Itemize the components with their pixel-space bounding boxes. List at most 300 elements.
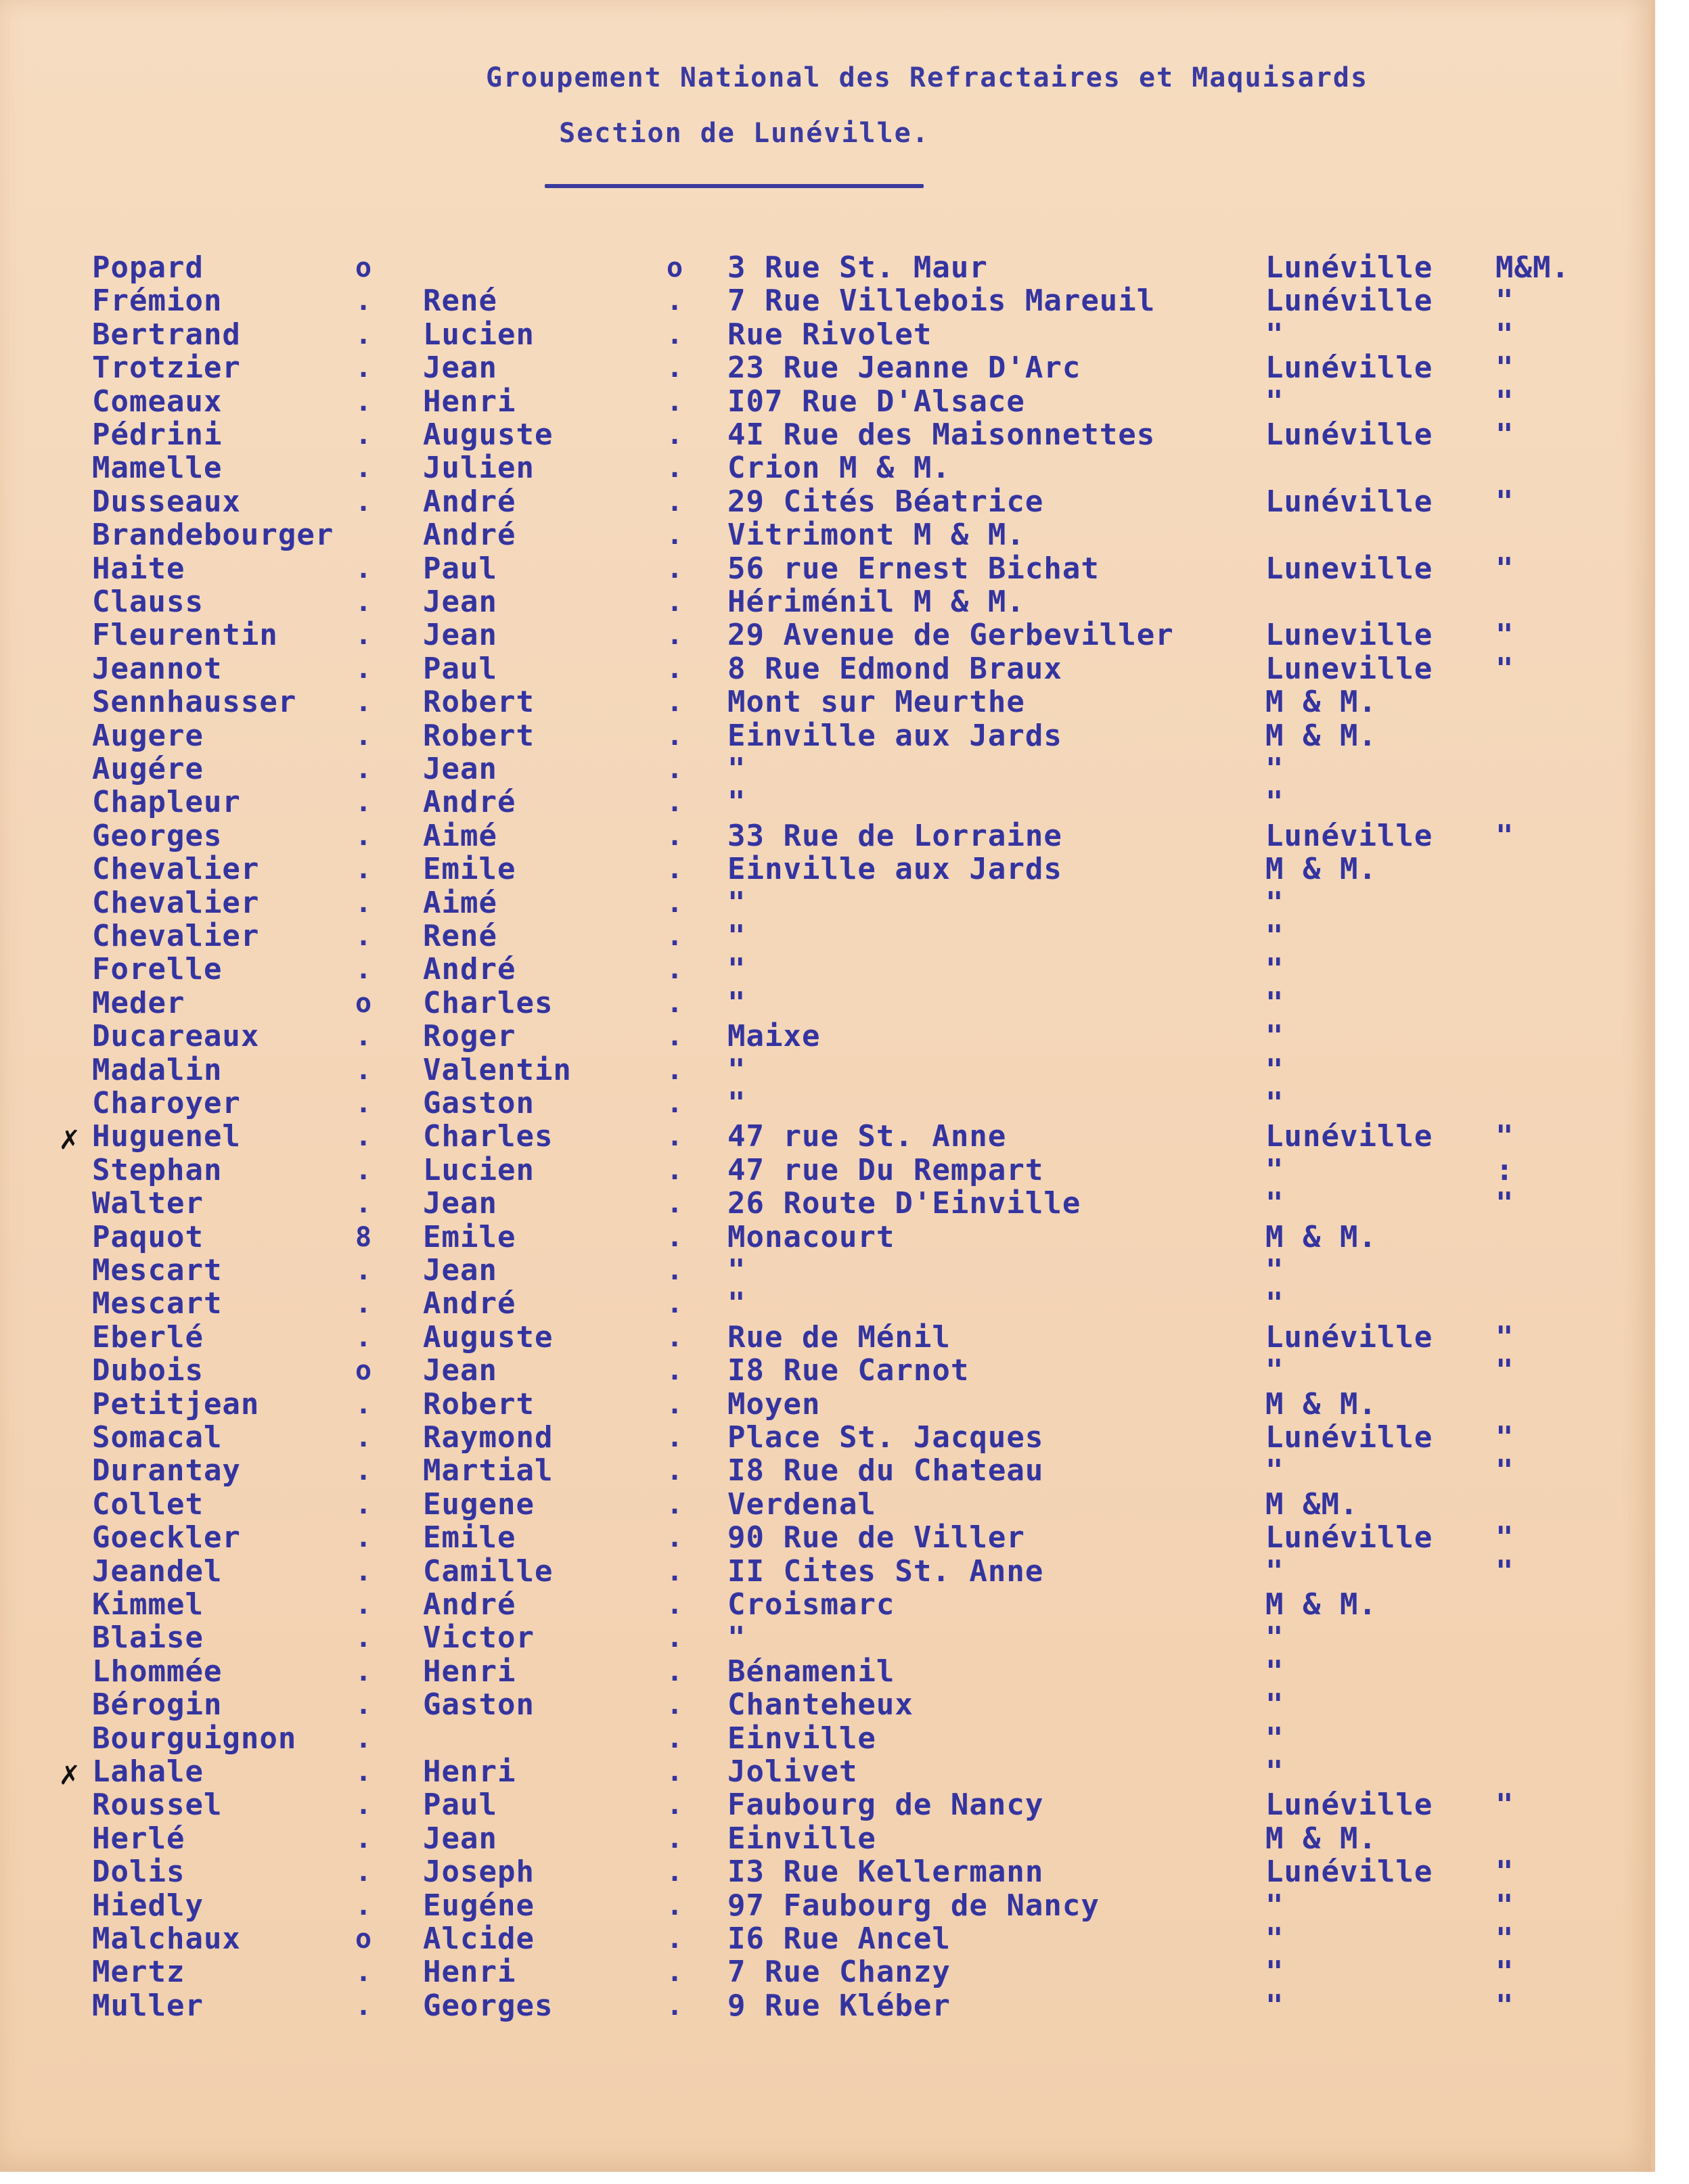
separator-dot: . bbox=[667, 687, 684, 718]
separator-dot: . bbox=[355, 1389, 373, 1420]
address-cell: Vitrimont M & M. bbox=[727, 518, 1025, 552]
address-cell: Verdenal bbox=[727, 1487, 876, 1522]
group-cell: " bbox=[1495, 1453, 1514, 1488]
town-cell: M & M. bbox=[1265, 1220, 1377, 1254]
check-mark: ✗ bbox=[60, 1119, 79, 1157]
town-cell: " bbox=[1265, 1754, 1284, 1789]
address-cell: Jolivet bbox=[727, 1754, 858, 1789]
table-row bbox=[0, 419, 1651, 451]
separator-dot: . bbox=[355, 486, 373, 518]
table-row bbox=[0, 1754, 1651, 1792]
table-row bbox=[0, 1689, 1651, 1721]
address-cell: Mont sur Meurthe bbox=[727, 685, 1025, 719]
firstname-cell: Paul bbox=[423, 551, 497, 586]
table-row bbox=[0, 1789, 1651, 1821]
address-cell: Einville aux Jards bbox=[727, 852, 1062, 886]
separator-dot: . bbox=[355, 921, 373, 952]
town-cell: " bbox=[1265, 919, 1284, 953]
firstname-cell: Lucien bbox=[423, 1153, 535, 1187]
firstname-cell: Emile bbox=[423, 852, 516, 886]
town-cell: " bbox=[1265, 1554, 1284, 1589]
group-cell: " bbox=[1495, 1955, 1514, 1989]
firstname-cell: André bbox=[423, 1286, 516, 1321]
separator-dot: . bbox=[355, 787, 373, 818]
separator-dot: . bbox=[667, 1656, 684, 1687]
firstname-cell: Georges bbox=[423, 1988, 554, 2023]
separator-dot: . bbox=[355, 1155, 373, 1186]
separator-dot: . bbox=[355, 1556, 373, 1587]
address-cell: " bbox=[727, 785, 746, 819]
address-cell: 3 Rue St. Maur bbox=[727, 250, 988, 285]
surname-cell: Sennhausser bbox=[92, 685, 297, 719]
firstname-cell: André bbox=[423, 952, 516, 986]
table-row bbox=[0, 1856, 1651, 1888]
firstname-cell: Jean bbox=[423, 585, 497, 619]
address-cell: 26 Route D'Einville bbox=[727, 1186, 1081, 1221]
group-cell: " bbox=[1495, 1353, 1514, 1388]
group-cell: " bbox=[1495, 1855, 1514, 1889]
town-cell: M & M. bbox=[1265, 852, 1377, 886]
separator-dot: . bbox=[667, 286, 684, 317]
table-row bbox=[0, 352, 1651, 384]
town-cell: M & M. bbox=[1265, 719, 1377, 753]
document-title: Groupement National des Refractaires et Maquisards bbox=[485, 62, 1369, 93]
surname-cell: Brandebourger bbox=[92, 518, 334, 552]
group-cell: " bbox=[1495, 551, 1514, 586]
surname-cell: Haite bbox=[92, 551, 185, 586]
address-cell: 9 Rue Kléber bbox=[727, 1988, 951, 2023]
firstname-cell: Aimé bbox=[423, 886, 497, 920]
firstname-cell: André bbox=[423, 518, 516, 552]
town-cell: " bbox=[1265, 1286, 1284, 1321]
table-row bbox=[0, 486, 1651, 518]
separator-dot: . bbox=[667, 1288, 684, 1319]
address-cell: 29 Cités Béatrice bbox=[727, 484, 1044, 519]
table-row bbox=[0, 1522, 1651, 1554]
separator-dot: . bbox=[667, 319, 684, 350]
separator-dot: . bbox=[355, 286, 373, 317]
separator-dot: . bbox=[355, 1255, 373, 1286]
address-cell: II Cites St. Anne bbox=[727, 1554, 1044, 1589]
table-row bbox=[0, 1555, 1651, 1588]
separator-dot: . bbox=[355, 1622, 373, 1654]
surname-cell: Mamelle bbox=[92, 451, 223, 485]
firstname-cell: René bbox=[423, 919, 497, 953]
separator-dot: . bbox=[667, 1823, 684, 1855]
separator-dot: . bbox=[355, 821, 373, 852]
table-row bbox=[0, 1956, 1651, 1988]
separator-dot: . bbox=[355, 319, 373, 350]
group-cell: " bbox=[1495, 1888, 1514, 1923]
table-row bbox=[0, 1119, 1651, 1157]
surname-cell: Fleurentin bbox=[92, 618, 278, 652]
table-row bbox=[0, 1288, 1651, 1320]
surname-cell: Frémion bbox=[92, 283, 223, 318]
separator-dot: . bbox=[667, 1857, 684, 1888]
address-cell: " bbox=[727, 1086, 746, 1120]
firstname-cell: Jean bbox=[423, 618, 497, 652]
table-row bbox=[0, 1890, 1651, 1922]
town-cell: " bbox=[1265, 1453, 1284, 1488]
surname-cell: Herlé bbox=[92, 1821, 185, 1856]
separator-dot: . bbox=[667, 1389, 684, 1420]
table-row bbox=[0, 1723, 1651, 1755]
surname-cell: Huguenel bbox=[92, 1119, 241, 1154]
firstname-cell: Henri bbox=[423, 1654, 516, 1689]
surname-cell: Charoyer bbox=[92, 1086, 241, 1120]
group-cell: " bbox=[1495, 1520, 1514, 1555]
address-cell: Chanteheux bbox=[727, 1687, 914, 1722]
surname-cell: Bérogin bbox=[92, 1687, 223, 1722]
surname-cell: Dusseaux bbox=[92, 484, 241, 519]
address-cell: I6 Rue Ancel bbox=[727, 1921, 951, 1956]
firstname-cell: Paul bbox=[423, 1788, 497, 1822]
town-cell: Lunéville bbox=[1265, 484, 1433, 519]
separator-dot: . bbox=[667, 1622, 684, 1654]
address-cell: 97 Faubourg de Nancy bbox=[727, 1888, 1100, 1923]
firstname-cell: Jean bbox=[423, 1186, 497, 1221]
surname-cell: Bertrand bbox=[92, 317, 241, 352]
separator-dot: . bbox=[355, 453, 373, 484]
firstname-cell: Julien bbox=[423, 451, 535, 485]
firstname-cell: Auguste bbox=[423, 417, 554, 452]
firstname-cell: Jean bbox=[423, 1353, 497, 1388]
group-cell: M&M. bbox=[1495, 250, 1570, 285]
group-cell: " bbox=[1495, 384, 1514, 419]
surname-cell: Mertz bbox=[92, 1955, 185, 1989]
address-cell: Bénamenil bbox=[727, 1654, 895, 1689]
table-row bbox=[0, 1589, 1651, 1621]
firstname-cell: Victor bbox=[423, 1620, 535, 1655]
surname-cell: Bourguignon bbox=[92, 1721, 297, 1756]
surname-cell: Jeannot bbox=[92, 652, 223, 686]
table-row bbox=[0, 987, 1651, 1020]
town-cell: " bbox=[1265, 1654, 1284, 1689]
address-cell: 7 Rue Villebois Mareuil bbox=[727, 283, 1156, 318]
group-cell: " bbox=[1495, 317, 1514, 352]
group-cell: " bbox=[1495, 1921, 1514, 1956]
firstname-cell: Eugene bbox=[423, 1487, 535, 1522]
separator-dot: . bbox=[667, 988, 684, 1019]
table-row bbox=[0, 553, 1651, 585]
separator-dot: . bbox=[355, 1055, 373, 1086]
title-underline bbox=[545, 184, 924, 188]
separator-dot: . bbox=[667, 1255, 684, 1286]
table-row bbox=[0, 686, 1651, 719]
firstname-cell: Raymond bbox=[423, 1420, 554, 1455]
separator-dot: . bbox=[355, 587, 373, 618]
town-cell: " bbox=[1265, 785, 1284, 819]
group-cell: " bbox=[1495, 1788, 1514, 1822]
separator-dot: o bbox=[355, 988, 373, 1019]
separator-dot: . bbox=[355, 754, 373, 785]
address-cell: " bbox=[727, 1053, 746, 1087]
separator-dot: . bbox=[667, 1188, 684, 1219]
separator-dot: . bbox=[667, 1422, 684, 1453]
separator-dot: . bbox=[355, 1723, 373, 1754]
firstname-cell: André bbox=[423, 484, 516, 519]
surname-cell: Stephan bbox=[92, 1153, 223, 1187]
address-cell: Place St. Jacques bbox=[727, 1420, 1044, 1455]
table-row bbox=[0, 1020, 1651, 1053]
address-cell: I3 Rue Kellermann bbox=[727, 1855, 1044, 1889]
separator-dot: . bbox=[355, 1823, 373, 1855]
document-subtitle: Section de Lunéville. bbox=[559, 118, 930, 149]
town-cell: M &M. bbox=[1265, 1487, 1359, 1522]
town-cell: Lunéville bbox=[1265, 1788, 1433, 1822]
firstname-cell: Gaston bbox=[423, 1687, 535, 1722]
town-cell: " bbox=[1265, 1988, 1284, 2023]
surname-cell: Kimmel bbox=[92, 1587, 204, 1622]
town-cell: Lunéville bbox=[1265, 250, 1433, 285]
firstname-cell: Paul bbox=[423, 652, 497, 686]
town-cell: " bbox=[1265, 1019, 1284, 1053]
surname-cell: Muller bbox=[92, 1988, 204, 2023]
separator-dot: . bbox=[355, 1990, 373, 2022]
surname-cell: Chevalier bbox=[92, 886, 260, 920]
address-cell: 29 Avenue de Gerbeviller bbox=[727, 618, 1174, 652]
group-cell: " bbox=[1495, 1186, 1514, 1221]
separator-dot: . bbox=[355, 1857, 373, 1888]
table-row bbox=[0, 953, 1651, 986]
separator-dot: . bbox=[355, 1121, 373, 1152]
separator-dot: . bbox=[355, 888, 373, 919]
separator-dot: . bbox=[355, 1790, 373, 1821]
separator-dot: . bbox=[667, 486, 684, 518]
table-row bbox=[0, 586, 1651, 618]
surname-cell: Jeandel bbox=[92, 1554, 223, 1589]
group-cell: : bbox=[1495, 1153, 1514, 1187]
firstname-cell: Martial bbox=[423, 1453, 554, 1488]
town-cell: " bbox=[1265, 1620, 1284, 1655]
firstname-cell: Robert bbox=[423, 1387, 535, 1421]
address-cell: 33 Rue de Lorraine bbox=[727, 819, 1062, 853]
town-cell: M & M. bbox=[1265, 1587, 1377, 1622]
separator-dot: . bbox=[667, 1055, 684, 1086]
table-row bbox=[0, 720, 1651, 752]
separator-dot: . bbox=[667, 754, 684, 785]
address-cell: " bbox=[727, 919, 746, 953]
surname-cell: Mescart bbox=[92, 1286, 223, 1321]
separator-dot: . bbox=[355, 1756, 373, 1788]
table-row bbox=[0, 653, 1651, 685]
firstname-cell: Emile bbox=[423, 1220, 516, 1254]
table-row bbox=[0, 1488, 1651, 1521]
town-cell: " bbox=[1265, 1153, 1284, 1187]
town-cell: " bbox=[1265, 1921, 1284, 1956]
firstname-cell: Valentin bbox=[423, 1053, 572, 1087]
address-cell: 56 rue Ernest Bichat bbox=[727, 551, 1100, 586]
town-cell: Luneville bbox=[1265, 652, 1433, 686]
group-cell: " bbox=[1495, 819, 1514, 853]
table-row bbox=[0, 285, 1651, 317]
table-row bbox=[0, 252, 1651, 284]
firstname-cell: Robert bbox=[423, 685, 535, 719]
address-cell: Moyen bbox=[727, 1387, 821, 1421]
surname-cell: Popard bbox=[92, 250, 204, 285]
surname-cell: Comeaux bbox=[92, 384, 223, 419]
group-cell: " bbox=[1495, 652, 1514, 686]
firstname-cell: Joseph bbox=[423, 1855, 535, 1889]
surname-cell: Petitjean bbox=[92, 1387, 260, 1421]
separator-dot: . bbox=[667, 520, 684, 551]
separator-dot: . bbox=[355, 553, 373, 585]
address-cell: 7 Rue Chanzy bbox=[727, 1955, 951, 1989]
town-cell: " bbox=[1265, 1353, 1284, 1388]
separator-dot: . bbox=[667, 1689, 684, 1721]
firstname-cell: Jean bbox=[423, 1821, 497, 1856]
table-row bbox=[0, 619, 1651, 652]
surname-cell: Mescart bbox=[92, 1253, 223, 1288]
separator-dot: . bbox=[355, 854, 373, 885]
town-cell: Luneville bbox=[1265, 551, 1433, 586]
address-cell: " bbox=[727, 1286, 746, 1321]
separator-dot: . bbox=[667, 854, 684, 885]
separator-dot: . bbox=[667, 553, 684, 585]
town-cell: " bbox=[1265, 1186, 1284, 1221]
table-row bbox=[0, 1355, 1651, 1387]
table-row bbox=[0, 786, 1651, 819]
separator-dot: . bbox=[355, 654, 373, 685]
surname-cell: Somacal bbox=[92, 1420, 223, 1455]
group-cell: " bbox=[1495, 1988, 1514, 2023]
table-row bbox=[0, 519, 1651, 551]
firstname-cell: Jean bbox=[423, 350, 497, 385]
separator-dot: o bbox=[667, 252, 684, 283]
surname-cell: Augere bbox=[92, 719, 204, 753]
group-cell: " bbox=[1495, 484, 1514, 519]
separator-dot: . bbox=[667, 1322, 684, 1353]
firstname-cell: Lucien bbox=[423, 317, 535, 352]
town-cell: " bbox=[1265, 317, 1284, 352]
surname-cell: Paquot bbox=[92, 1220, 204, 1254]
surname-cell: Dolis bbox=[92, 1855, 185, 1889]
separator-dot: . bbox=[355, 1021, 373, 1052]
separator-dot: . bbox=[355, 419, 373, 451]
separator-dot: . bbox=[667, 453, 684, 484]
surname-cell: Forelle bbox=[92, 952, 223, 986]
separator-dot: . bbox=[667, 1522, 684, 1553]
table-row bbox=[0, 1622, 1651, 1654]
firstname-cell: Gaston bbox=[423, 1086, 535, 1120]
address-cell: " bbox=[727, 1620, 746, 1655]
town-cell: Lunéville bbox=[1265, 1520, 1433, 1555]
surname-cell: Walter bbox=[92, 1186, 204, 1221]
separator-dot: . bbox=[667, 1589, 684, 1620]
town-cell: " bbox=[1265, 384, 1284, 419]
town-cell: " bbox=[1265, 1086, 1284, 1120]
separator-dot: . bbox=[667, 1957, 684, 1988]
surname-cell: Augére bbox=[92, 752, 204, 786]
group-cell: " bbox=[1495, 1420, 1514, 1455]
separator-dot: . bbox=[667, 654, 684, 685]
separator-dot: . bbox=[667, 1723, 684, 1754]
group-cell: " bbox=[1495, 1554, 1514, 1589]
separator-dot: . bbox=[355, 1689, 373, 1721]
firstname-cell: Jean bbox=[423, 1253, 497, 1288]
town-cell: Lunéville bbox=[1265, 350, 1433, 385]
separator-dot: . bbox=[667, 1222, 684, 1253]
town-cell: " bbox=[1265, 1721, 1284, 1756]
separator-dot: . bbox=[667, 620, 684, 651]
table-row bbox=[0, 853, 1651, 886]
firstname-cell: Alcide bbox=[423, 1921, 535, 1956]
address-cell: " bbox=[727, 952, 746, 986]
separator-dot: . bbox=[667, 1121, 684, 1152]
town-cell: Lunéville bbox=[1265, 283, 1433, 318]
group-cell: " bbox=[1495, 1320, 1514, 1355]
separator-dot: . bbox=[667, 1790, 684, 1821]
surname-cell: Blaise bbox=[92, 1620, 204, 1655]
town-cell: " bbox=[1265, 752, 1284, 786]
town-cell: Lunéville bbox=[1265, 417, 1433, 452]
table-row bbox=[0, 1187, 1651, 1220]
surname-cell: Lhommée bbox=[92, 1654, 223, 1689]
address-cell: Maixe bbox=[727, 1019, 821, 1053]
town-cell: M & M. bbox=[1265, 1387, 1377, 1421]
address-cell: Einville aux Jards bbox=[727, 719, 1062, 753]
firstname-cell: Charles bbox=[423, 1119, 554, 1154]
town-cell: " bbox=[1265, 1253, 1284, 1288]
group-cell: " bbox=[1495, 417, 1514, 452]
separator-dot: . bbox=[667, 721, 684, 752]
group-cell: " bbox=[1495, 618, 1514, 652]
town-cell: Lunéville bbox=[1265, 819, 1433, 853]
town-cell: Lunéville bbox=[1265, 1855, 1433, 1889]
town-cell: " bbox=[1265, 1955, 1284, 1989]
firstname-cell: André bbox=[423, 1587, 516, 1622]
address-cell: " bbox=[727, 986, 746, 1020]
group-cell: " bbox=[1495, 283, 1514, 318]
separator-dot: . bbox=[355, 1088, 373, 1119]
separator-dot: . bbox=[667, 1088, 684, 1119]
separator-dot: . bbox=[667, 921, 684, 952]
separator-dot: . bbox=[667, 1455, 684, 1486]
separator-dot: . bbox=[667, 1021, 684, 1052]
table-row bbox=[0, 1455, 1651, 1487]
address-cell: I8 Rue du Chateau bbox=[727, 1453, 1044, 1488]
table-row bbox=[0, 1154, 1651, 1187]
town-cell: " bbox=[1265, 886, 1284, 920]
check-mark: ✗ bbox=[60, 1754, 79, 1792]
table-row bbox=[0, 1087, 1651, 1120]
address-cell: I07 Rue D'Alsace bbox=[727, 384, 1025, 419]
surname-cell: Malchaux bbox=[92, 1921, 241, 1956]
table-row bbox=[0, 753, 1651, 786]
separator-dot: . bbox=[667, 1990, 684, 2022]
separator-dot: . bbox=[667, 1924, 684, 1955]
firstname-cell: Emile bbox=[423, 1520, 516, 1555]
address-cell: Croismarc bbox=[727, 1587, 895, 1622]
table-row bbox=[0, 1990, 1651, 2022]
address-cell: 8 Rue Edmond Braux bbox=[727, 652, 1062, 686]
town-cell: " bbox=[1265, 1053, 1284, 1087]
address-cell: Monacourt bbox=[727, 1220, 895, 1254]
address-cell: " bbox=[727, 752, 746, 786]
firstname-cell: Aimé bbox=[423, 819, 497, 853]
separator-dot: . bbox=[355, 1489, 373, 1520]
table-row bbox=[0, 920, 1651, 953]
separator-dot: . bbox=[667, 419, 684, 451]
address-cell: Rue Rivolet bbox=[727, 317, 932, 352]
table-row bbox=[0, 1823, 1651, 1855]
town-cell: Lunéville bbox=[1265, 1420, 1433, 1455]
separator-dot: . bbox=[667, 821, 684, 852]
surname-cell: Eberlé bbox=[92, 1320, 204, 1355]
firstname-cell: Charles bbox=[423, 986, 554, 1020]
separator-dot: . bbox=[355, 1656, 373, 1687]
surname-cell: Madalin bbox=[92, 1053, 223, 1087]
